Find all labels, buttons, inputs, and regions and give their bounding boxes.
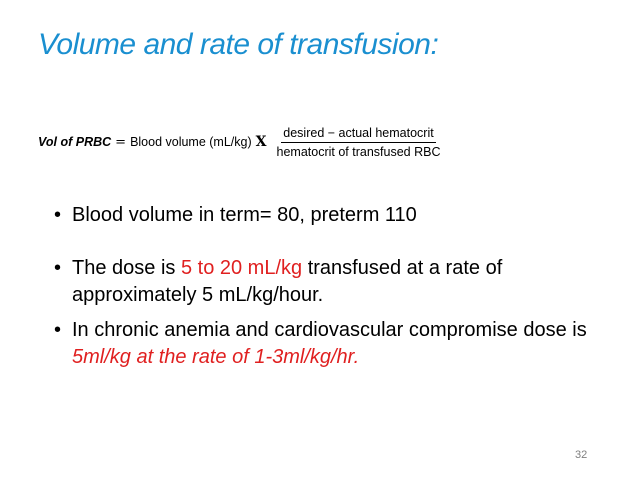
formula-times: X [255,134,267,150]
bullet-chronic-anemia [54,317,614,371]
formula-numerator: desired − actual hematocrit [281,126,435,143]
bullet-dot: • [54,204,62,226]
slide-title-text: Volume and rate of transfusion [38,28,431,61]
bullet-dose [54,255,614,309]
bullet-blood-volume [54,202,614,229]
bullet-text: transfused at a rate of approximately 5 mL/kg/hour. [72,257,503,306]
slide-title [38,28,438,62]
bullet-highlight: 5 to 20 mL/kg [180,257,303,279]
bullet-dot: • [54,257,62,279]
page-number: 32 [575,449,588,461]
bullet-highlight: 5ml/kg at the rate of 1-3ml/kg/hr. [72,346,360,368]
formula-denominator: hematocrit of transfused RBC [276,144,441,159]
bullet-list [54,202,614,371]
formula-fraction [275,126,443,159]
formula-equals: = [115,134,127,150]
slide-title-colon: : [430,28,439,61]
bullet-text: The dose is [72,257,181,279]
bullet-text: Blood volume in term= 80, preterm 110 [72,204,417,226]
transfusion-formula [38,122,442,162]
bullet-dot: • [54,319,62,341]
formula-factor: Blood volume (mL/kg) [130,135,252,149]
bullet-text: In chronic anemia and cardiovascular compromise dose is [72,319,587,341]
formula-lhs: Vol of PRBC [38,135,112,149]
